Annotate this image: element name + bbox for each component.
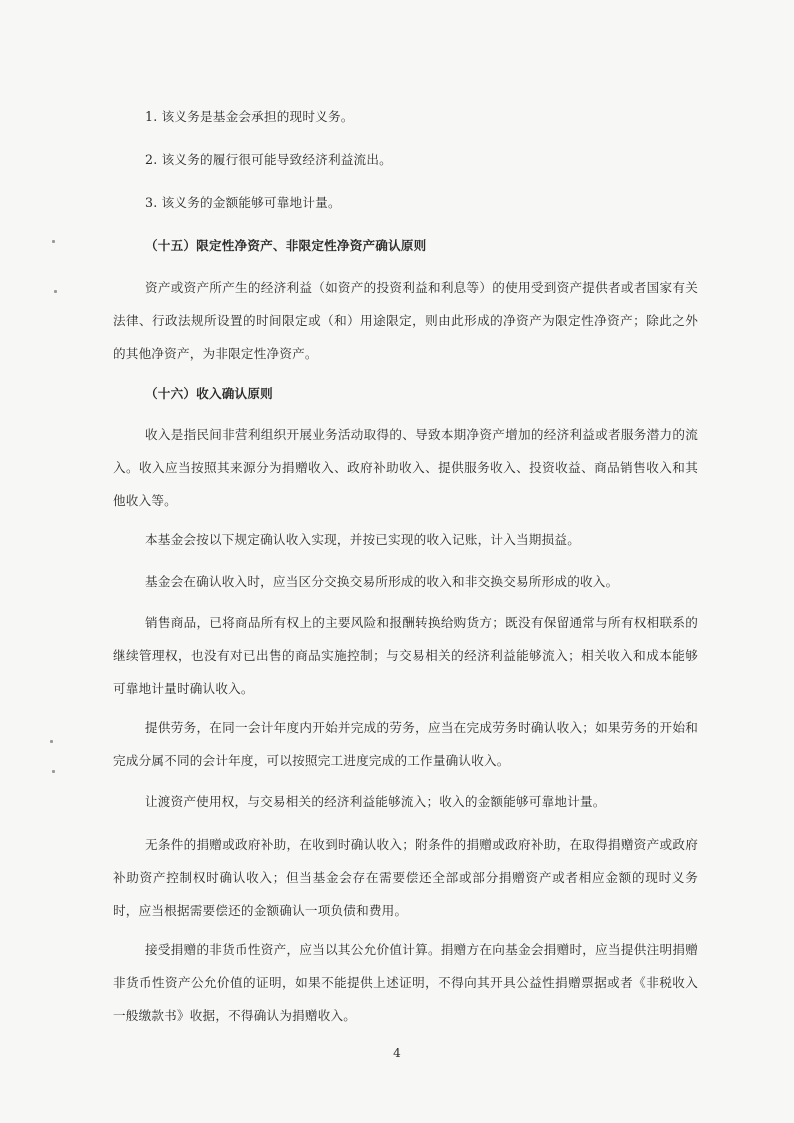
scan-speck	[54, 290, 57, 293]
revenue-recognition-paragraph: 本基金会按以下规定确认收入实现，并按已实现的收入记账，计入当期损益。	[145, 532, 580, 547]
scan-speck	[52, 770, 55, 773]
non-monetary-donation-paragraph: 接受捐赠的非货币性资产，应当以其公允价值计算。捐赠方在向基金会捐赠时，应当提供注明捐赠非货币性资产公允价值的证明，如果不能提供上述证明，不得向其开具公益性捐赠票据或者《非税收入一般缴款书》收据，不得确认为捐赠收入。	[113, 942, 698, 1023]
page-number: 4	[393, 1046, 401, 1060]
net-assets-paragraph: 资产或资产所产生的经济利益（如资产的投资利益和利息等）的使用受到资产提供者或者国家有关法律、行政法规所设置的时间限定或（和）用途限定，则由此形成的净资产为限定性净资产；除此之外的其他净资产，为非限定性净资产。	[113, 280, 698, 361]
section-heading-15: （十五）限定性净资产、非限定性净资产确认原则	[145, 238, 427, 253]
scan-speck	[52, 240, 55, 243]
asset-use-right-paragraph: 让渡资产使用权，与交易相关的经济利益能够流入；收入的金额能够可靠地计量。	[145, 794, 606, 809]
exchange-transaction-paragraph: 基金会在确认收入时，应当区分交换交易所形成的收入和非交换交易所形成的收入。	[145, 574, 619, 589]
donation-subsidy-paragraph: 无条件的捐赠或政府补助，在收到时确认收入；附条件的捐赠或政府补助，在取得捐赠资产或政府补助资产控制权时确认收入；但当基金会存在需要偿还全部或部分捐赠资产或者相应金额的现时义务时，应当根据需要偿还的金额确认一项负债和费用。	[113, 837, 698, 918]
obligation-item-1: 1. 该义务是基金会承担的现时义务。	[145, 109, 354, 124]
goods-sale-paragraph: 销售商品，已将商品所有权上的主要风险和报酬转换给购货方；既没有保留通常与所有权相联系的继续管理权，也没有对已出售的商品实施控制；与交易相关的经济利益能够流入；相关收入和成本能够可靠地计量时确认收入。	[113, 615, 698, 696]
section-heading-16: （十六）收入确认原则	[145, 386, 273, 401]
obligation-item-3: 3. 该义务的金额能够可靠地计量。	[145, 195, 341, 210]
revenue-definition-paragraph: 收入是指民间非营利组织开展业务活动取得的、导致本期净资产增加的经济利益或者服务潜力的流入。收入应当按照其来源分为捐赠收入、政府补助收入、提供服务收入、投资收益、商品销售收入和其他收入等。	[113, 427, 698, 508]
obligation-item-2: 2. 该义务的履行很可能导致经济利益流出。	[145, 152, 392, 167]
scan-speck	[50, 740, 53, 743]
services-paragraph: 提供劳务，在同一会计年度内开始并完成的劳务，应当在完成劳务时确认收入；如果劳务的开始和完成分属不同的会计年度，可以按照完工进度完成的工作量确认收入。	[113, 720, 698, 768]
